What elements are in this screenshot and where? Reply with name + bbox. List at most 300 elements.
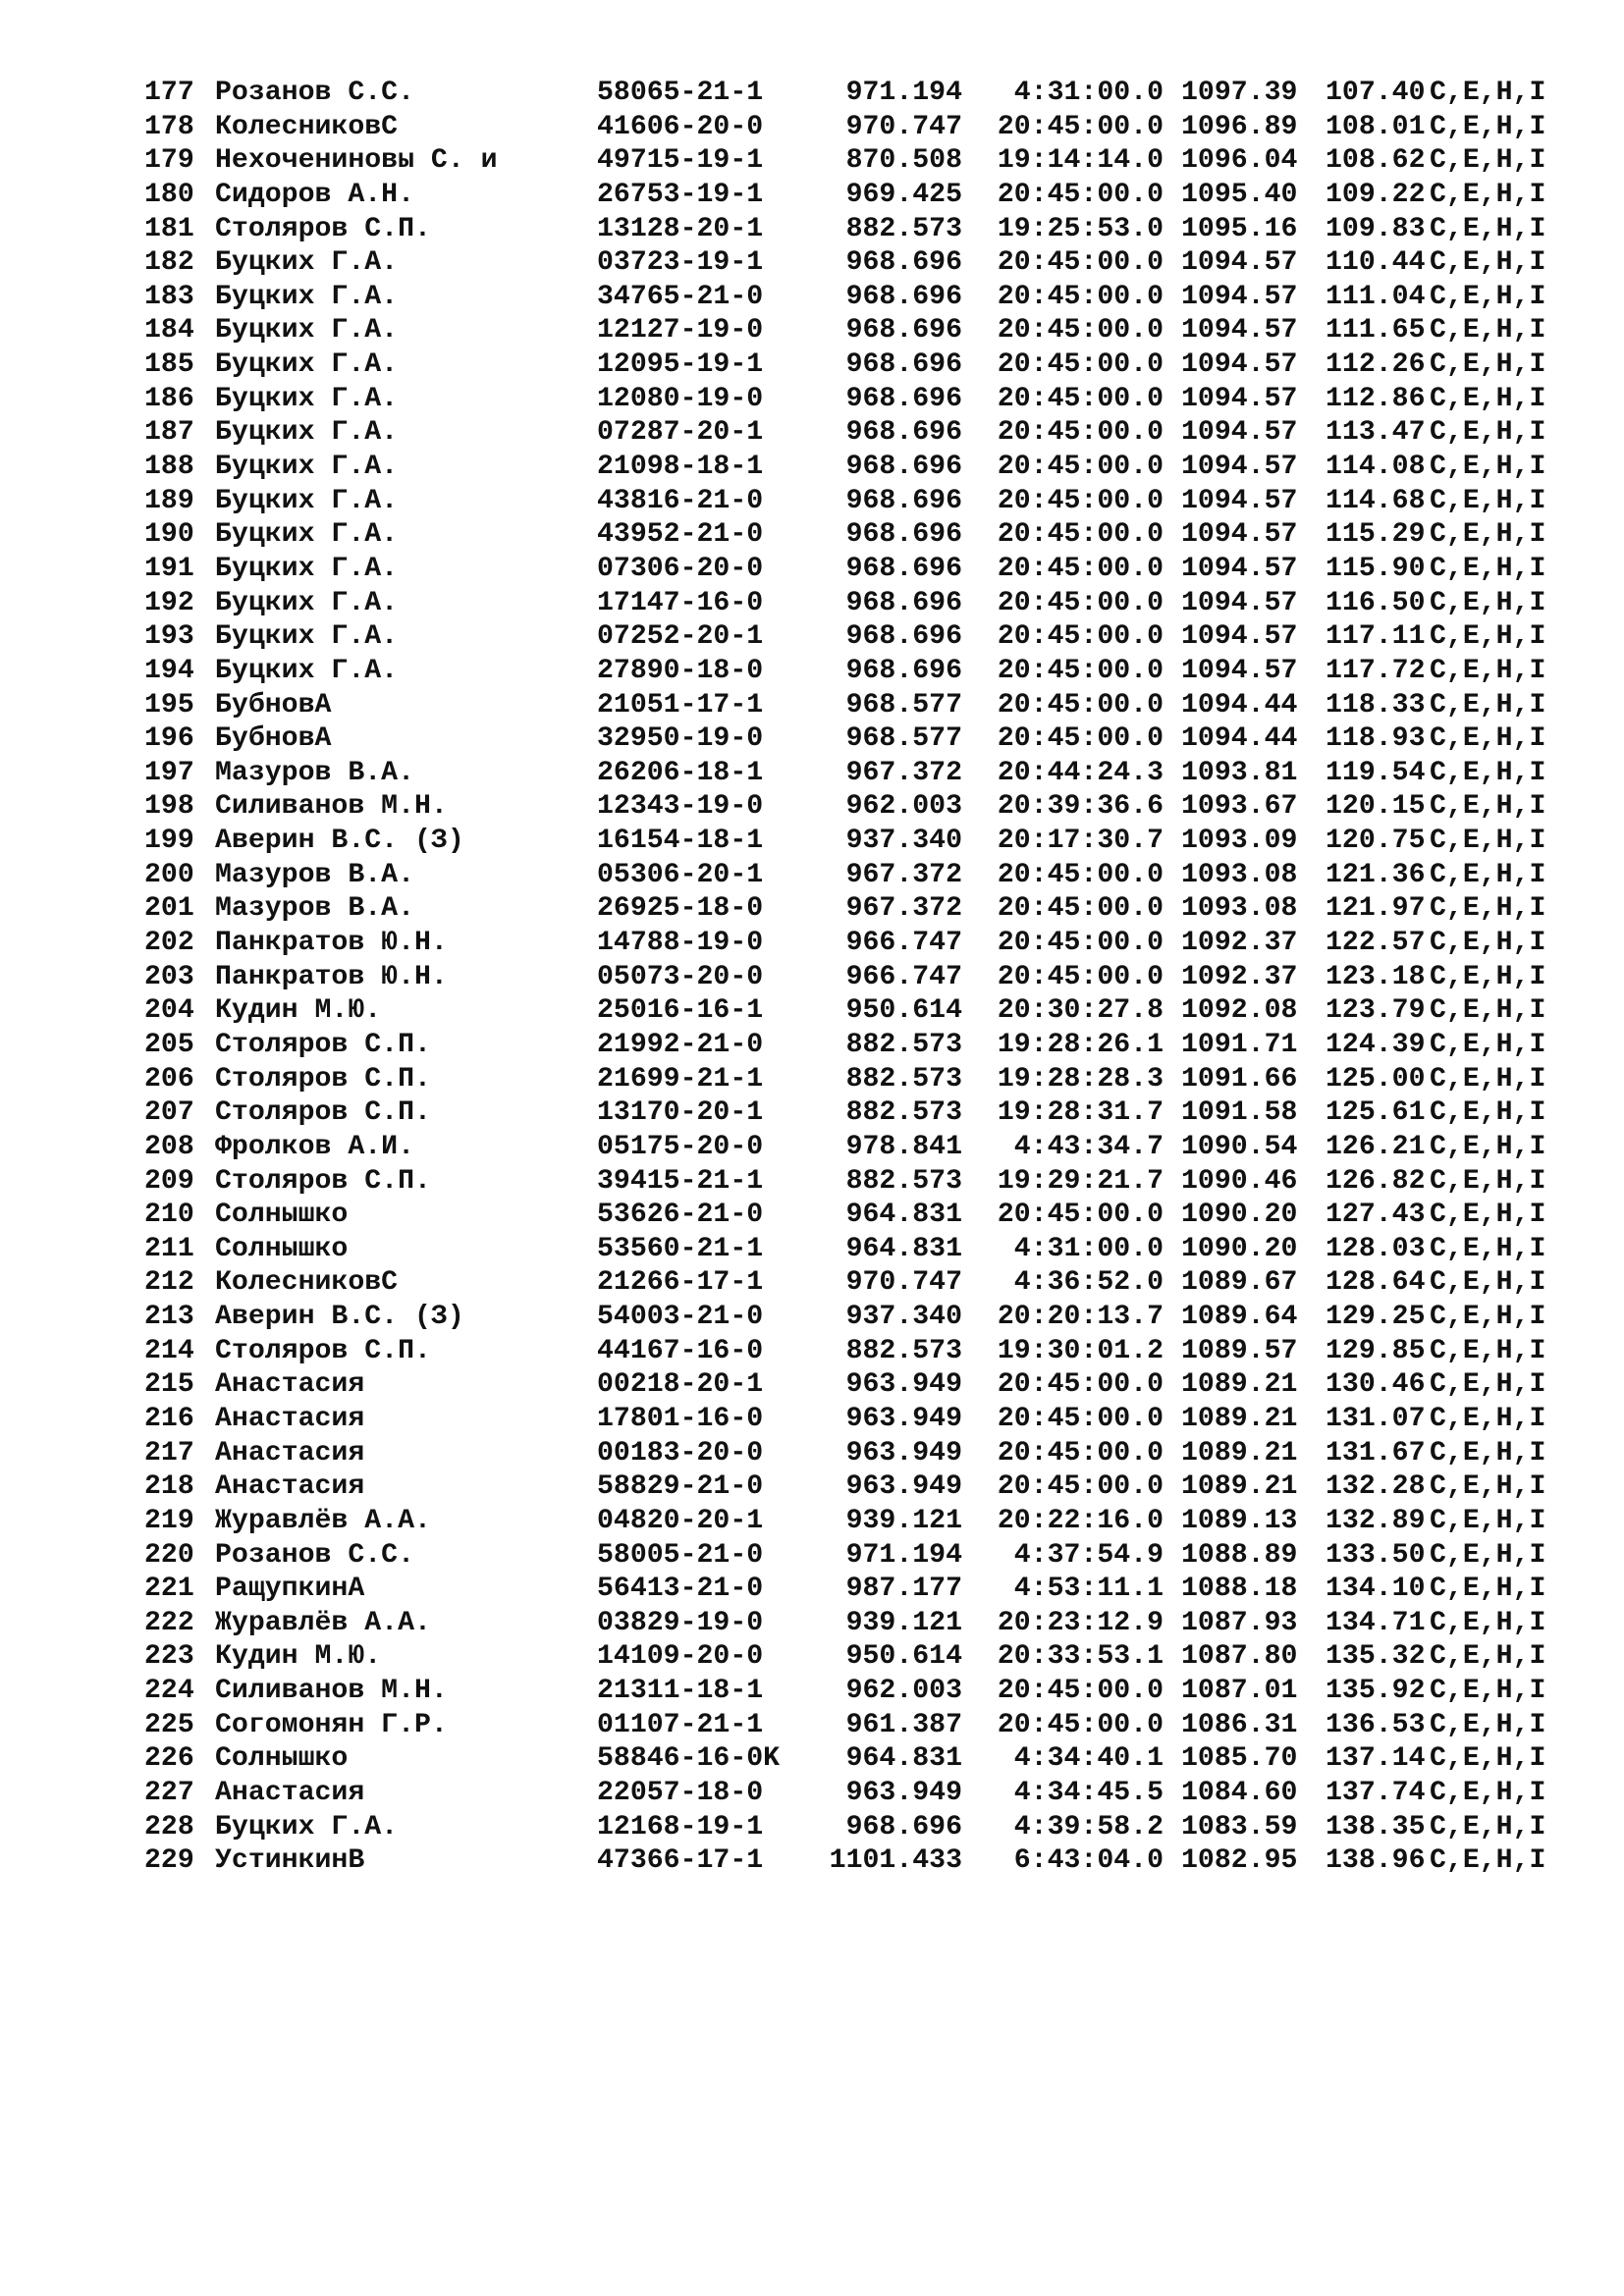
categories: C,E,H,I — [1430, 1676, 1546, 1707]
fancier-name: Мазуров В.А. — [215, 859, 414, 890]
arrival-time: 4:37:54.9 — [1013, 1539, 1164, 1571]
result-row — [0, 1709, 1624, 1743]
categories: C,E,H,I — [1430, 1539, 1546, 1571]
arrival-time: 20:45:00.0 — [997, 519, 1164, 551]
result-row — [0, 1266, 1624, 1301]
distance: 968.696 — [845, 655, 962, 686]
distance: 967.372 — [845, 757, 962, 788]
fancier-name: Буцких Г.А. — [215, 587, 399, 618]
coefficient: 108.01 — [1326, 111, 1426, 142]
categories: C,E,H,I — [1430, 281, 1546, 312]
categories: C,E,H,I — [1430, 78, 1546, 108]
row-number: 194 — [144, 655, 194, 686]
distance: 968.696 — [845, 383, 962, 414]
arrival-time: 6:43:04.0 — [1013, 1845, 1164, 1877]
fancier-name: Мазуров В.А. — [215, 893, 414, 925]
coefficient: 132.89 — [1326, 1505, 1426, 1536]
coefficient: 125.00 — [1326, 1063, 1426, 1095]
result-row — [0, 722, 1624, 757]
ring-number: 12343-19-0 — [597, 791, 764, 823]
speed: 1094.57 — [1181, 383, 1298, 414]
ring-number: 05175-20-0 — [597, 1131, 764, 1162]
categories: C,E,H,I — [1430, 417, 1546, 449]
fancier-name: Фролков А.И. — [215, 1131, 414, 1162]
coefficient: 132.28 — [1326, 1471, 1426, 1503]
coefficient: 129.85 — [1326, 1335, 1426, 1366]
distance: 968.696 — [845, 553, 962, 584]
result-row — [0, 892, 1624, 927]
fancier-name: Солнышко — [215, 1200, 349, 1231]
row-number: 188 — [144, 452, 194, 483]
speed: 1089.21 — [1181, 1369, 1298, 1401]
categories: C,E,H,I — [1430, 1302, 1546, 1333]
arrival-time: 20:45:00.0 — [997, 1369, 1164, 1401]
distance: 968.696 — [845, 417, 962, 449]
speed: 1091.66 — [1181, 1063, 1298, 1095]
distance: 968.696 — [845, 281, 962, 312]
ring-number: 22057-18-0 — [597, 1778, 764, 1809]
result-row — [0, 1335, 1624, 1369]
row-number: 198 — [144, 791, 194, 823]
arrival-time: 20:45:00.0 — [997, 247, 1164, 279]
fancier-name: Силиванов М.Н. — [215, 791, 448, 823]
row-number: 216 — [144, 1403, 194, 1434]
fancier-name: Розанов С.С. — [215, 78, 414, 108]
row-number: 229 — [144, 1845, 194, 1877]
result-row — [0, 1539, 1624, 1574]
result-row — [0, 348, 1624, 383]
coefficient: 128.03 — [1326, 1233, 1426, 1264]
fancier-name: Буцких Г.А. — [215, 349, 399, 381]
row-number: 181 — [144, 213, 194, 244]
categories: C,E,H,I — [1430, 1743, 1546, 1775]
ring-number: 25016-16-1 — [597, 995, 764, 1027]
row-number: 212 — [144, 1267, 194, 1299]
result-row — [0, 144, 1624, 179]
arrival-time: 20:45:00.0 — [997, 621, 1164, 653]
coefficient: 123.79 — [1326, 995, 1426, 1027]
coefficient: 129.25 — [1326, 1302, 1426, 1333]
categories: C,E,H,I — [1430, 757, 1546, 788]
speed: 1090.46 — [1181, 1165, 1298, 1197]
coefficient: 110.44 — [1326, 247, 1426, 279]
distance: 870.508 — [845, 145, 962, 177]
fancier-name: КолесниковС — [215, 1267, 399, 1299]
row-number: 200 — [144, 859, 194, 890]
ring-number: 01107-21-1 — [597, 1709, 764, 1740]
fancier-name: Буцких Г.А. — [215, 1811, 399, 1842]
row-number: 180 — [144, 179, 194, 210]
row-number: 213 — [144, 1302, 194, 1333]
arrival-time: 4:53:11.1 — [1013, 1574, 1164, 1605]
ring-number: 12095-19-1 — [597, 349, 764, 381]
fancier-name: Столяров С.П. — [215, 213, 431, 244]
result-row — [0, 518, 1624, 553]
fancier-name: Столяров С.П. — [215, 1063, 431, 1095]
categories: C,E,H,I — [1430, 1097, 1546, 1129]
distance: 963.949 — [845, 1369, 962, 1401]
ring-number: 21992-21-0 — [597, 1029, 764, 1060]
coefficient: 118.93 — [1326, 723, 1426, 755]
speed: 1094.57 — [1181, 349, 1298, 381]
row-number: 208 — [144, 1131, 194, 1162]
distance: 967.372 — [845, 893, 962, 925]
result-row — [0, 1096, 1624, 1131]
ring-number: 27890-18-0 — [597, 655, 764, 686]
fancier-name: Панкратов Ю.Н. — [215, 928, 448, 959]
coefficient: 109.22 — [1326, 179, 1426, 210]
result-row — [0, 111, 1624, 145]
coefficient: 125.61 — [1326, 1097, 1426, 1129]
speed: 1093.81 — [1181, 757, 1298, 788]
speed: 1094.57 — [1181, 417, 1298, 449]
fancier-name: БубновА — [215, 689, 332, 721]
speed: 1094.57 — [1181, 519, 1298, 551]
speed: 1088.18 — [1181, 1574, 1298, 1605]
distance: 950.614 — [845, 1641, 962, 1673]
fancier-name: Розанов С.С. — [215, 1539, 414, 1571]
coefficient: 138.96 — [1326, 1845, 1426, 1877]
ring-number: 05306-20-1 — [597, 859, 764, 890]
speed: 1094.57 — [1181, 485, 1298, 516]
ring-number: 34765-21-0 — [597, 281, 764, 312]
ring-number: 05073-20-0 — [597, 961, 764, 992]
coefficient: 117.72 — [1326, 655, 1426, 686]
speed: 1094.57 — [1181, 281, 1298, 312]
ring-number: 32950-19-0 — [597, 723, 764, 755]
categories: C,E,H,I — [1430, 485, 1546, 516]
arrival-time: 4:31:00.0 — [1013, 1233, 1164, 1264]
row-number: 187 — [144, 417, 194, 449]
ring-number: 03723-19-1 — [597, 247, 764, 279]
distance: 937.340 — [845, 826, 962, 857]
ring-number: 13128-20-1 — [597, 213, 764, 244]
arrival-time: 19:30:01.2 — [997, 1335, 1164, 1366]
arrival-time: 20:45:00.0 — [997, 723, 1164, 755]
arrival-time: 20:45:00.0 — [997, 893, 1164, 925]
fancier-name: Анастасия — [215, 1369, 365, 1401]
fancier-name: Буцких Г.А. — [215, 519, 399, 551]
categories: C,E,H,I — [1430, 213, 1546, 244]
distance: 882.573 — [845, 1335, 962, 1366]
result-row — [0, 1437, 1624, 1471]
speed: 1094.57 — [1181, 553, 1298, 584]
speed: 1097.39 — [1181, 78, 1298, 108]
categories: C,E,H,I — [1430, 383, 1546, 414]
speed: 1089.21 — [1181, 1437, 1298, 1468]
result-row — [0, 1233, 1624, 1267]
row-number: 222 — [144, 1607, 194, 1638]
coefficient: 137.74 — [1326, 1778, 1426, 1809]
arrival-time: 20:45:00.0 — [997, 315, 1164, 347]
fancier-name: Солнышко — [215, 1233, 349, 1264]
result-row — [0, 1742, 1624, 1777]
categories: C,E,H,I — [1430, 1131, 1546, 1162]
categories: C,E,H,I — [1430, 145, 1546, 177]
ring-number: 58846-16-0K — [597, 1743, 781, 1775]
coefficient: 135.92 — [1326, 1676, 1426, 1707]
coefficient: 134.10 — [1326, 1574, 1426, 1605]
categories: C,E,H,I — [1430, 1505, 1546, 1536]
result-row — [0, 927, 1624, 961]
result-row — [0, 790, 1624, 825]
ring-number: 53560-21-1 — [597, 1233, 764, 1264]
distance: 964.831 — [845, 1200, 962, 1231]
ring-number: 03829-19-0 — [597, 1607, 764, 1638]
arrival-time: 4:39:58.2 — [1013, 1811, 1164, 1842]
arrival-time: 20:45:00.0 — [997, 553, 1164, 584]
speed: 1089.21 — [1181, 1403, 1298, 1434]
categories: C,E,H,I — [1430, 859, 1546, 890]
row-number: 205 — [144, 1029, 194, 1060]
fancier-name: УстинкинВ — [215, 1845, 365, 1877]
speed: 1090.20 — [1181, 1200, 1298, 1231]
distance: 937.340 — [845, 1302, 962, 1333]
coefficient: 115.29 — [1326, 519, 1426, 551]
ring-number: 21311-18-1 — [597, 1676, 764, 1707]
distance: 882.573 — [845, 213, 962, 244]
arrival-time: 20:45:00.0 — [997, 383, 1164, 414]
result-row — [0, 246, 1624, 281]
categories: C,E,H,I — [1430, 349, 1546, 381]
coefficient: 119.54 — [1326, 757, 1426, 788]
fancier-name: РащупкинА — [215, 1574, 365, 1605]
row-number: 184 — [144, 315, 194, 347]
row-number: 185 — [144, 349, 194, 381]
ring-number: 54003-21-0 — [597, 1302, 764, 1333]
ring-number: 07252-20-1 — [597, 621, 764, 653]
speed: 1092.37 — [1181, 928, 1298, 959]
result-row — [0, 1029, 1624, 1063]
distance: 882.573 — [845, 1165, 962, 1197]
ring-number: 21699-21-1 — [597, 1063, 764, 1095]
ring-number: 00183-20-0 — [597, 1437, 764, 1468]
arrival-time: 20:45:00.0 — [997, 417, 1164, 449]
result-row — [0, 1199, 1624, 1233]
distance: 963.949 — [845, 1778, 962, 1809]
ring-number: 53626-21-0 — [597, 1200, 764, 1231]
coefficient: 120.15 — [1326, 791, 1426, 823]
categories: C,E,H,I — [1430, 519, 1546, 551]
categories: C,E,H,I — [1430, 1845, 1546, 1877]
coefficient: 118.33 — [1326, 689, 1426, 721]
result-row — [0, 620, 1624, 655]
row-number: 211 — [144, 1233, 194, 1264]
result-row — [0, 1777, 1624, 1811]
distance: 968.696 — [845, 485, 962, 516]
categories: C,E,H,I — [1430, 1267, 1546, 1299]
result-row — [0, 1470, 1624, 1505]
row-number: 207 — [144, 1097, 194, 1129]
result-row — [0, 1131, 1624, 1165]
row-number: 226 — [144, 1743, 194, 1775]
ring-number: 00218-20-1 — [597, 1369, 764, 1401]
arrival-time: 20:45:00.0 — [997, 111, 1164, 142]
distance: 963.949 — [845, 1403, 962, 1434]
speed: 1090.54 — [1181, 1131, 1298, 1162]
result-row — [0, 1368, 1624, 1403]
ring-number: 58829-21-0 — [597, 1471, 764, 1503]
speed: 1094.57 — [1181, 587, 1298, 618]
distance: 968.696 — [845, 349, 962, 381]
result-row — [0, 281, 1624, 315]
categories: C,E,H,I — [1430, 995, 1546, 1027]
coefficient: 130.46 — [1326, 1369, 1426, 1401]
row-number: 195 — [144, 689, 194, 721]
result-row — [0, 213, 1624, 247]
fancier-name: Согомонян Г.Р. — [215, 1709, 448, 1740]
fancier-name: Буцких Г.А. — [215, 247, 399, 279]
row-number: 183 — [144, 281, 194, 312]
speed: 1094.57 — [1181, 315, 1298, 347]
fancier-name: КолесниковС — [215, 111, 399, 142]
fancier-name: Мазуров В.А. — [215, 757, 414, 788]
arrival-time: 4:34:45.5 — [1013, 1778, 1164, 1809]
ring-number: 47366-17-1 — [597, 1845, 764, 1877]
row-number: 182 — [144, 247, 194, 279]
distance: 962.003 — [845, 1676, 962, 1707]
result-row — [0, 859, 1624, 893]
fancier-name: Буцких Г.А. — [215, 452, 399, 483]
distance: 964.831 — [845, 1233, 962, 1264]
coefficient: 138.35 — [1326, 1811, 1426, 1842]
row-number: 192 — [144, 587, 194, 618]
result-row — [0, 485, 1624, 519]
arrival-time: 20:44:24.3 — [997, 757, 1164, 788]
fancier-name: Анастасия — [215, 1403, 365, 1434]
categories: C,E,H,I — [1430, 1200, 1546, 1231]
categories: C,E,H,I — [1430, 928, 1546, 959]
row-number: 223 — [144, 1641, 194, 1673]
distance: 964.831 — [845, 1743, 962, 1775]
coefficient: 123.18 — [1326, 961, 1426, 992]
categories: C,E,H,I — [1430, 1811, 1546, 1842]
arrival-time: 20:45:00.0 — [997, 961, 1164, 992]
distance: 882.573 — [845, 1063, 962, 1095]
categories: C,E,H,I — [1430, 1471, 1546, 1503]
fancier-name: Журавлёв А.А. — [215, 1505, 431, 1536]
categories: C,E,H,I — [1430, 1437, 1546, 1468]
ring-number: 12127-19-0 — [597, 315, 764, 347]
row-number: 177 — [144, 78, 194, 108]
arrival-time: 20:45:00.0 — [997, 655, 1164, 686]
categories: C,E,H,I — [1430, 1607, 1546, 1638]
arrival-time: 4:31:00.0 — [1013, 78, 1164, 108]
ring-number: 43952-21-0 — [597, 519, 764, 551]
coefficient: 121.97 — [1326, 893, 1426, 925]
coefficient: 111.65 — [1326, 315, 1426, 347]
result-row — [0, 451, 1624, 485]
coefficient: 112.26 — [1326, 349, 1426, 381]
row-number: 189 — [144, 485, 194, 516]
row-number: 190 — [144, 519, 194, 551]
distance: 971.194 — [845, 78, 962, 108]
arrival-time: 20:45:00.0 — [997, 179, 1164, 210]
row-number: 202 — [144, 928, 194, 959]
ring-number: 12080-19-0 — [597, 383, 764, 414]
result-row — [0, 994, 1624, 1029]
result-row — [0, 1573, 1624, 1607]
coefficient: 113.47 — [1326, 417, 1426, 449]
ring-number: 07306-20-0 — [597, 553, 764, 584]
distance: 967.372 — [845, 859, 962, 890]
categories: C,E,H,I — [1430, 1403, 1546, 1434]
fancier-name: Нехочениновы С. и — [215, 145, 498, 177]
ring-number: 43816-21-0 — [597, 485, 764, 516]
speed: 1086.31 — [1181, 1709, 1298, 1740]
fancier-name: Кудин М.Ю. — [215, 1641, 382, 1673]
fancier-name: Буцких Г.А. — [215, 315, 399, 347]
arrival-time: 20:45:00.0 — [997, 1403, 1164, 1434]
arrival-time: 4:43:34.7 — [1013, 1131, 1164, 1162]
row-number: 196 — [144, 723, 194, 755]
speed: 1094.44 — [1181, 723, 1298, 755]
coefficient: 135.32 — [1326, 1641, 1426, 1673]
distance: 1101.433 — [829, 1845, 962, 1877]
speed: 1093.67 — [1181, 791, 1298, 823]
fancier-name: Анастасия — [215, 1471, 365, 1503]
categories: C,E,H,I — [1430, 1641, 1546, 1673]
row-number: 201 — [144, 893, 194, 925]
fancier-name: Анастасия — [215, 1437, 365, 1468]
arrival-time: 20:45:00.0 — [997, 452, 1164, 483]
fancier-name: Анастасия — [215, 1778, 365, 1809]
ring-number: 58065-21-1 — [597, 78, 764, 108]
coefficient: 121.36 — [1326, 859, 1426, 890]
result-row — [0, 383, 1624, 417]
result-row — [0, 77, 1624, 111]
ring-number: 13170-20-1 — [597, 1097, 764, 1129]
row-number: 215 — [144, 1369, 194, 1401]
distance: 961.387 — [845, 1709, 962, 1740]
categories: C,E,H,I — [1430, 315, 1546, 347]
result-row — [0, 179, 1624, 213]
row-number: 206 — [144, 1063, 194, 1095]
coefficient: 131.07 — [1326, 1403, 1426, 1434]
categories: C,E,H,I — [1430, 587, 1546, 618]
fancier-name: Силиванов М.Н. — [215, 1676, 448, 1707]
result-row — [0, 416, 1624, 451]
arrival-time: 20:45:00.0 — [997, 859, 1164, 890]
arrival-time: 20:17:30.7 — [997, 826, 1164, 857]
result-row — [0, 587, 1624, 621]
speed: 1087.93 — [1181, 1607, 1298, 1638]
speed: 1093.09 — [1181, 826, 1298, 857]
categories: C,E,H,I — [1430, 826, 1546, 857]
row-number: 197 — [144, 757, 194, 788]
categories: C,E,H,I — [1430, 1574, 1546, 1605]
distance: 950.614 — [845, 995, 962, 1027]
categories: C,E,H,I — [1430, 1063, 1546, 1095]
speed: 1090.20 — [1181, 1233, 1298, 1264]
arrival-time: 20:45:00.0 — [997, 587, 1164, 618]
distance: 966.747 — [845, 961, 962, 992]
speed: 1084.60 — [1181, 1778, 1298, 1809]
arrival-time: 20:22:16.0 — [997, 1505, 1164, 1536]
distance: 968.577 — [845, 723, 962, 755]
speed: 1094.57 — [1181, 621, 1298, 653]
arrival-time: 4:34:40.1 — [1013, 1743, 1164, 1775]
categories: C,E,H,I — [1430, 1233, 1546, 1264]
categories: C,E,H,I — [1430, 723, 1546, 755]
categories: C,E,H,I — [1430, 1369, 1546, 1401]
ring-number: 07287-20-1 — [597, 417, 764, 449]
categories: C,E,H,I — [1430, 247, 1546, 279]
result-row — [0, 1063, 1624, 1097]
distance: 971.194 — [845, 1539, 962, 1571]
categories: C,E,H,I — [1430, 689, 1546, 721]
row-number: 178 — [144, 111, 194, 142]
